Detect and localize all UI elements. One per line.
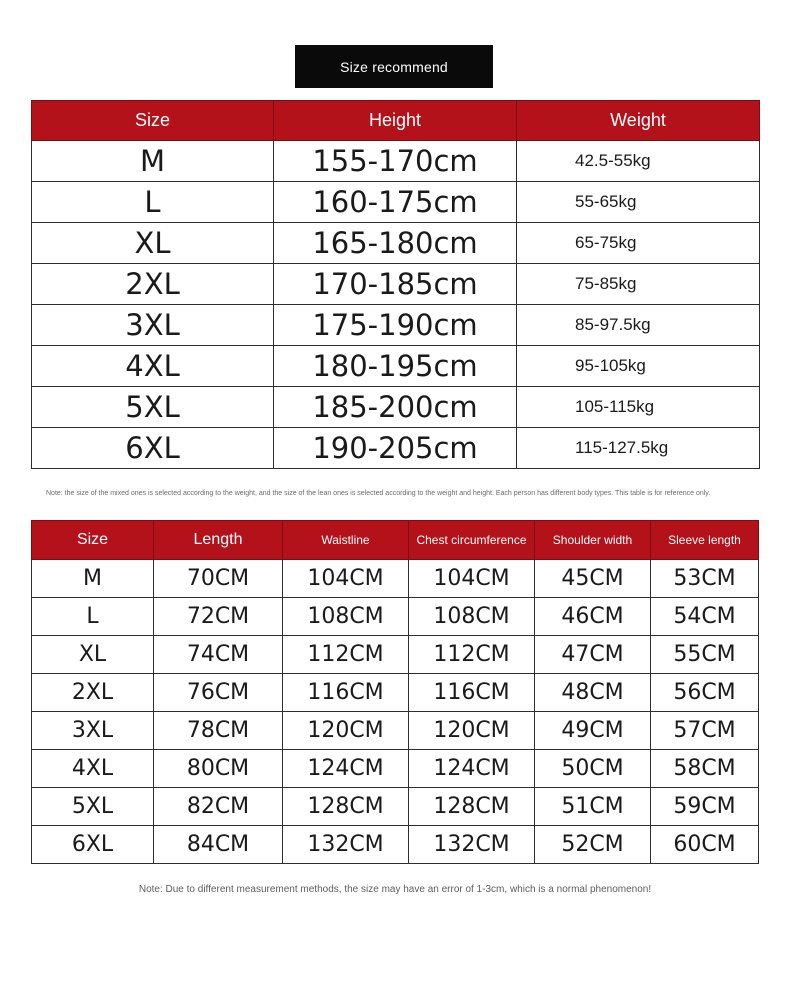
size-cell: XL bbox=[32, 223, 274, 264]
weight-cell: 105-115kg bbox=[517, 387, 760, 428]
height-cell: 160-175cm bbox=[274, 182, 517, 223]
size-cell: 6XL bbox=[32, 428, 274, 469]
chest-cell: 120CM bbox=[409, 712, 535, 750]
column-header-chest-circumference: Chest circumference bbox=[409, 521, 535, 560]
table-row bbox=[32, 387, 760, 428]
shoulder-cell: 46CM bbox=[535, 598, 651, 636]
weight-cell: 55-65kg bbox=[517, 182, 760, 223]
height-cell: 155-170cm bbox=[274, 141, 517, 182]
size-cell: 2XL bbox=[32, 264, 274, 305]
table-row bbox=[32, 264, 760, 305]
column-header-size: Size bbox=[32, 521, 154, 560]
table-row bbox=[32, 598, 759, 636]
length-cell: 76CM bbox=[154, 674, 283, 712]
table-row bbox=[32, 346, 760, 387]
table-row bbox=[32, 750, 759, 788]
size-cell: 2XL bbox=[32, 674, 154, 712]
table-row bbox=[32, 141, 760, 182]
chest-cell: 116CM bbox=[409, 674, 535, 712]
waistline-cell: 124CM bbox=[283, 750, 409, 788]
length-cell: 72CM bbox=[154, 598, 283, 636]
table-row bbox=[32, 788, 759, 826]
weight-cell: 42.5-55kg bbox=[517, 141, 760, 182]
size-cell: 3XL bbox=[32, 712, 154, 750]
shoulder-cell: 50CM bbox=[535, 750, 651, 788]
sleeve-cell: 59CM bbox=[651, 788, 759, 826]
size-cell: L bbox=[32, 598, 154, 636]
size-cell: 6XL bbox=[32, 826, 154, 864]
weight-cell: 75-85kg bbox=[517, 264, 760, 305]
chest-cell: 112CM bbox=[409, 636, 535, 674]
sizing-note: Note: the size of the mixed ones is selected according to the weight, and the size of the lean ones is selected according to the weight and height. Each person has different body types. This table is for reference only. bbox=[46, 490, 711, 497]
weight-cell: 65-75kg bbox=[517, 223, 760, 264]
height-cell: 190-205cm bbox=[274, 428, 517, 469]
chest-cell: 108CM bbox=[409, 598, 535, 636]
sleeve-cell: 60CM bbox=[651, 826, 759, 864]
table-row bbox=[32, 182, 760, 223]
size-cell: 3XL bbox=[32, 305, 274, 346]
waistline-cell: 112CM bbox=[283, 636, 409, 674]
column-header-waistline: Waistline bbox=[283, 521, 409, 560]
table-row bbox=[32, 428, 760, 469]
column-header-sleeve-length: Sleeve length bbox=[651, 521, 759, 560]
garment-measurement-table bbox=[31, 520, 759, 864]
shoulder-cell: 51CM bbox=[535, 788, 651, 826]
table-row bbox=[32, 826, 759, 864]
table-header-row bbox=[32, 521, 759, 560]
column-header-height: Height bbox=[274, 101, 517, 141]
height-cell: 175-190cm bbox=[274, 305, 517, 346]
size-cell: 5XL bbox=[32, 788, 154, 826]
waistline-cell: 128CM bbox=[283, 788, 409, 826]
waistline-cell: 104CM bbox=[283, 560, 409, 598]
weight-cell: 85-97.5kg bbox=[517, 305, 760, 346]
shoulder-cell: 52CM bbox=[535, 826, 651, 864]
size-recommend-title: Size recommend bbox=[295, 45, 493, 88]
table-row bbox=[32, 712, 759, 750]
table-row bbox=[32, 305, 760, 346]
table-row bbox=[32, 223, 760, 264]
length-cell: 74CM bbox=[154, 636, 283, 674]
chest-cell: 132CM bbox=[409, 826, 535, 864]
waistline-cell: 132CM bbox=[283, 826, 409, 864]
length-cell: 80CM bbox=[154, 750, 283, 788]
sleeve-cell: 56CM bbox=[651, 674, 759, 712]
weight-cell: 95-105kg bbox=[517, 346, 760, 387]
table-row bbox=[32, 636, 759, 674]
length-cell: 84CM bbox=[154, 826, 283, 864]
column-header-weight: Weight bbox=[517, 101, 760, 141]
size-cell: XL bbox=[32, 636, 154, 674]
length-cell: 78CM bbox=[154, 712, 283, 750]
chest-cell: 128CM bbox=[409, 788, 535, 826]
sleeve-cell: 58CM bbox=[651, 750, 759, 788]
column-header-shoulder-width: Shoulder width bbox=[535, 521, 651, 560]
sleeve-cell: 57CM bbox=[651, 712, 759, 750]
length-cell: 82CM bbox=[154, 788, 283, 826]
shoulder-cell: 45CM bbox=[535, 560, 651, 598]
size-cell: 4XL bbox=[32, 750, 154, 788]
size-cell: L bbox=[32, 182, 274, 223]
chest-cell: 104CM bbox=[409, 560, 535, 598]
table-row bbox=[32, 674, 759, 712]
waistline-cell: 120CM bbox=[283, 712, 409, 750]
height-cell: 185-200cm bbox=[274, 387, 517, 428]
sleeve-cell: 53CM bbox=[651, 560, 759, 598]
height-cell: 165-180cm bbox=[274, 223, 517, 264]
size-cell: M bbox=[32, 560, 154, 598]
size-cell: M bbox=[32, 141, 274, 182]
column-header-size: Size bbox=[32, 101, 274, 141]
size-cell: 4XL bbox=[32, 346, 274, 387]
column-header-length: Length bbox=[154, 521, 283, 560]
measurement-error-note: Note: Due to different measurement methods, the size may have an error of 1-3cm, which is a normal phenomenon! bbox=[138, 884, 652, 895]
table-header-row bbox=[32, 101, 760, 141]
height-weight-size-table bbox=[31, 100, 760, 469]
table-row bbox=[32, 560, 759, 598]
height-cell: 170-185cm bbox=[274, 264, 517, 305]
size-cell: 5XL bbox=[32, 387, 274, 428]
chest-cell: 124CM bbox=[409, 750, 535, 788]
shoulder-cell: 48CM bbox=[535, 674, 651, 712]
sleeve-cell: 55CM bbox=[651, 636, 759, 674]
waistline-cell: 108CM bbox=[283, 598, 409, 636]
sleeve-cell: 54CM bbox=[651, 598, 759, 636]
height-cell: 180-195cm bbox=[274, 346, 517, 387]
length-cell: 70CM bbox=[154, 560, 283, 598]
waistline-cell: 116CM bbox=[283, 674, 409, 712]
shoulder-cell: 49CM bbox=[535, 712, 651, 750]
weight-cell: 115-127.5kg bbox=[517, 428, 760, 469]
shoulder-cell: 47CM bbox=[535, 636, 651, 674]
